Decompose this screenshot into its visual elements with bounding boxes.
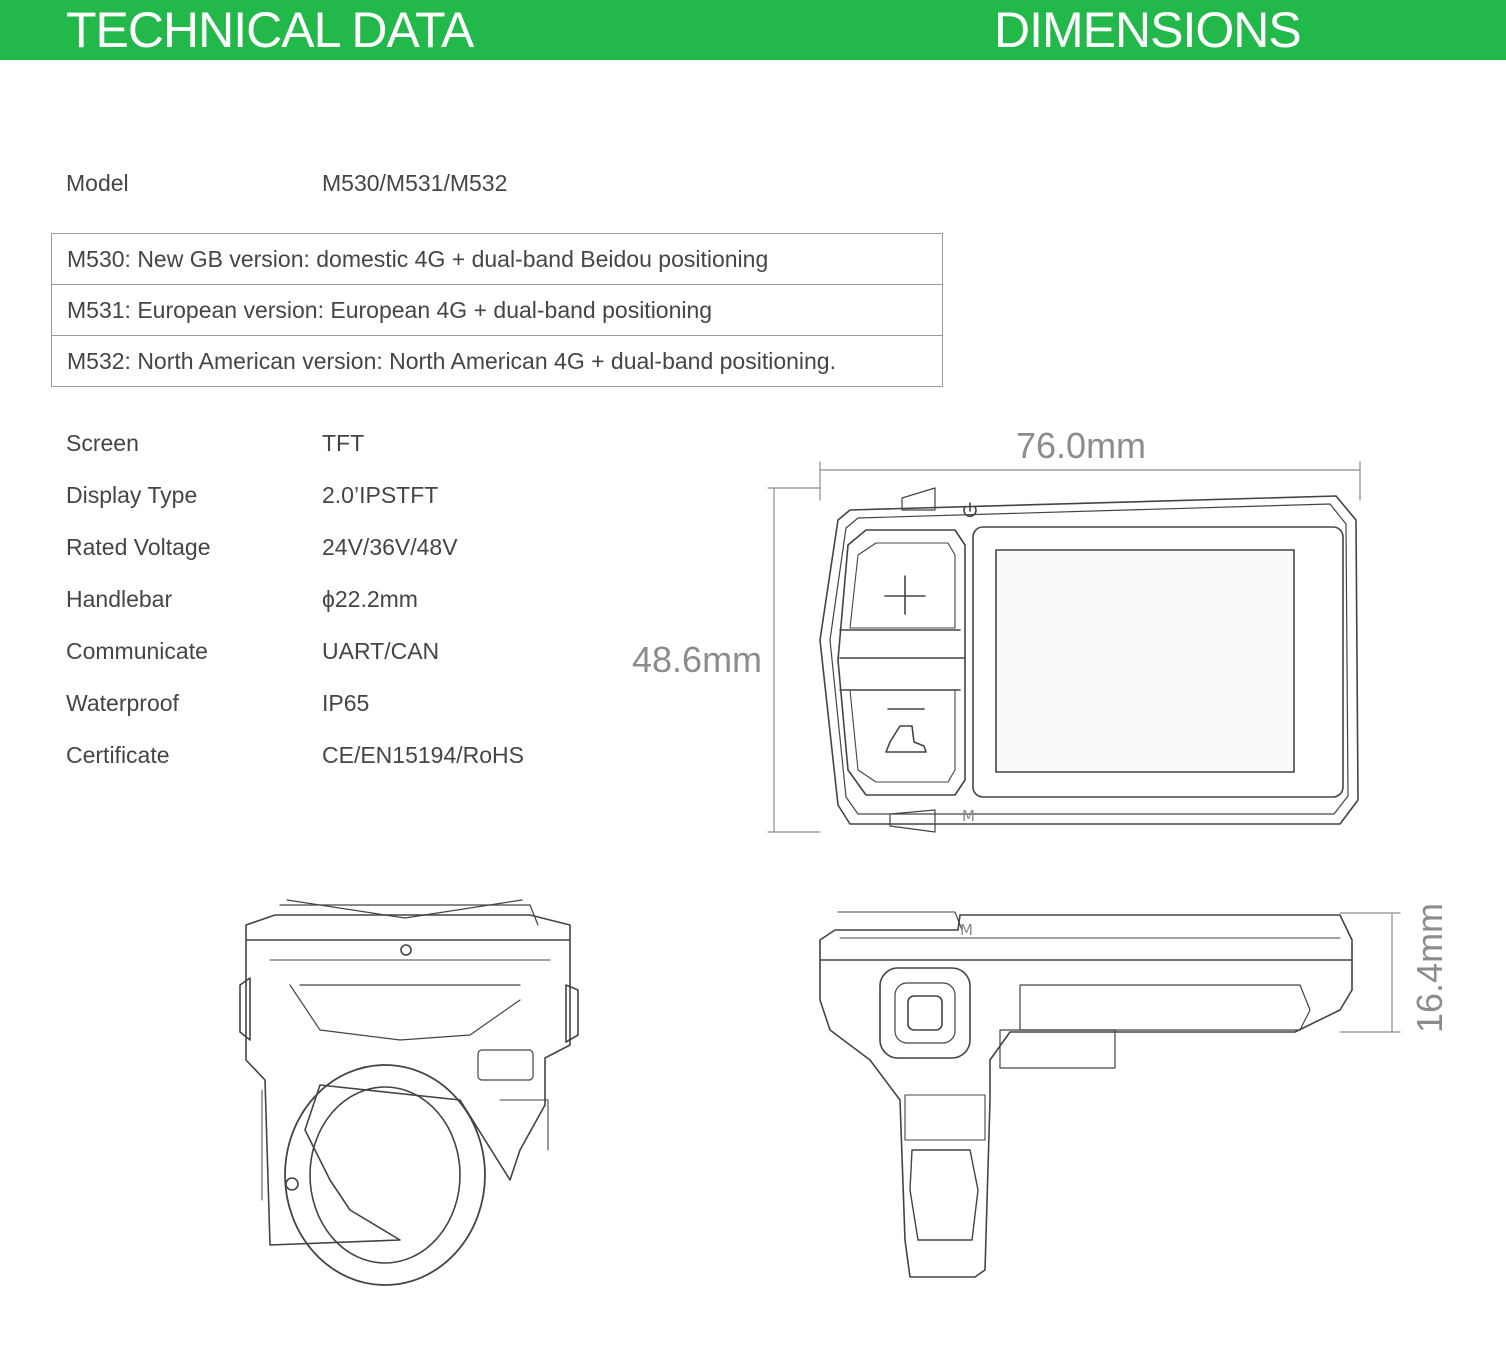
side-view — [240, 900, 578, 1285]
plus-icon — [885, 576, 925, 614]
spec-value-screen: TFT — [322, 430, 365, 456]
spec-value-handlebar: ϕ22.2mm — [322, 586, 418, 612]
spec-value-communicate: UART/CAN — [322, 638, 440, 664]
spec-label-display-type: Display Type — [66, 482, 198, 508]
depth-dimension-label: 16.4mm — [1409, 902, 1450, 1033]
spec-label-communicate: Communicate — [66, 638, 208, 664]
spec-value-rated-voltage: 24V/36V/48V — [322, 534, 458, 560]
model-value: M530/M531/M532 — [322, 170, 508, 196]
mode-button-label-bottom: M — [960, 921, 973, 939]
model-label: Model — [66, 170, 129, 196]
spec-label-screen: Screen — [66, 430, 139, 456]
dimensions-title: DIMENSIONS — [994, 2, 1301, 58]
version-row-m531: M531: European version: European 4G + dual-band positioning — [52, 285, 942, 336]
spec-value-certificate: CE/EN15194/RoHS — [322, 742, 524, 768]
spec-label-handlebar: Handlebar — [66, 586, 173, 612]
front-view — [820, 488, 1358, 832]
spec-label-rated-voltage: Rated Voltage — [66, 534, 211, 560]
spec-label-waterproof: Waterproof — [66, 690, 179, 716]
technical-data-title: TECHNICAL DATA — [66, 2, 474, 58]
spec-value-waterproof: IP65 — [322, 690, 370, 716]
walk-assist-icon — [886, 726, 926, 752]
mode-button-label: M — [962, 807, 975, 825]
spec-value-display-type: 2.0’IPSTFT — [322, 482, 439, 508]
version-row-m532: M532: North American version: North American 4G + dual-band positioning. — [52, 336, 942, 387]
width-dimension-label: 76.0mm — [1016, 425, 1147, 466]
spec-label-certificate: Certificate — [66, 742, 170, 768]
version-row-m530: M530: New GB version: domestic 4G + dual-band Beidou positioning — [52, 234, 942, 285]
height-dimension-label: 48.6mm — [632, 639, 763, 680]
bottom-view — [820, 912, 1352, 1277]
